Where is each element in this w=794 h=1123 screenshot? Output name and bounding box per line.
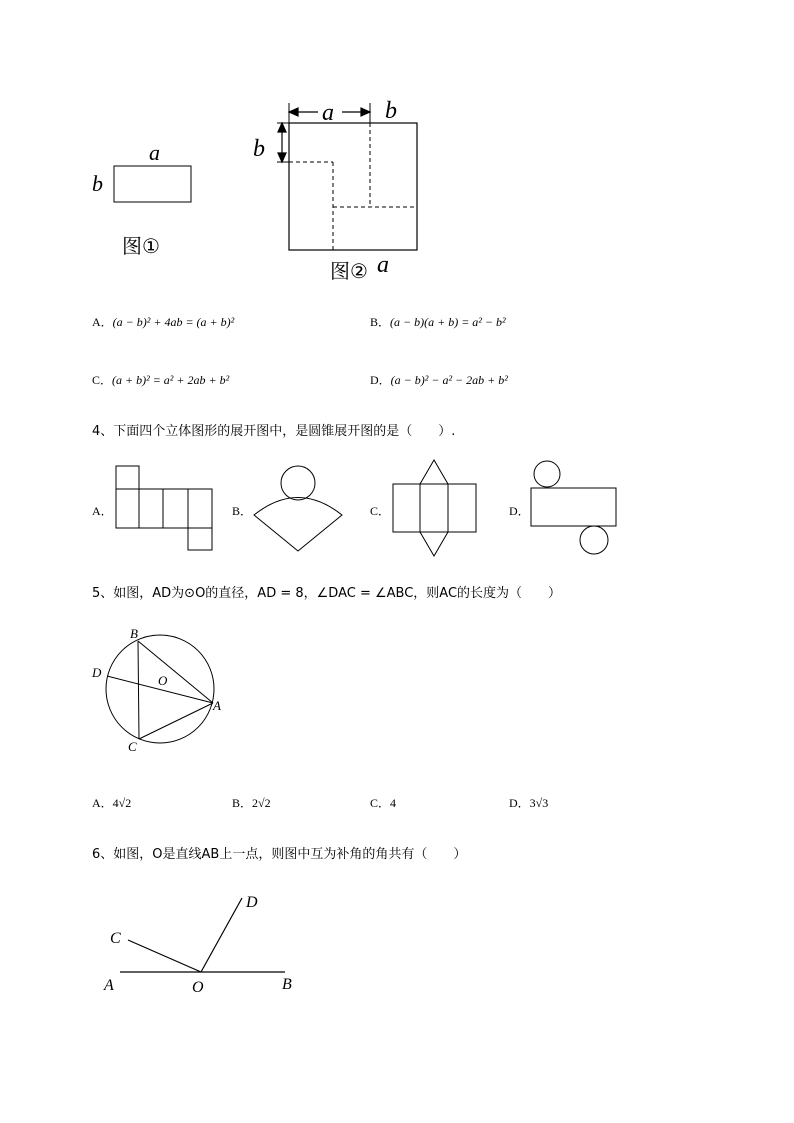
q6-figure (95, 885, 305, 1000)
q3-figures (0, 90, 460, 290)
option-expression: (a − b)(a + b) = a² − b² (390, 315, 506, 329)
fig2-label-b-left: b (253, 136, 265, 162)
q5-option-b[interactable] (232, 794, 271, 811)
fig1-label-a: a (149, 140, 160, 165)
q4-option-a-label[interactable]: A． (92, 504, 113, 518)
q4-net-a (116, 466, 212, 550)
option-letter: C． (92, 373, 113, 387)
q6-ray-oc (128, 940, 201, 972)
q5-label-o: O (158, 673, 168, 688)
q4-net-d (531, 461, 616, 554)
fig2-dashed-lines (289, 123, 417, 250)
q4-net-c (393, 460, 476, 556)
fig2-label-b-top: b (385, 98, 397, 124)
q4-figures (0, 455, 640, 560)
q5-label-b: B (130, 626, 138, 641)
q3-option-b[interactable] (370, 313, 506, 330)
q6-text: 6、如图，O是直线AB上一点，则图中互为补角的角共有（ ） (92, 847, 467, 862)
fig2-square (289, 123, 417, 250)
q5-option-c[interactable] (370, 794, 396, 811)
fig1-caption: 图① (122, 234, 160, 258)
option-expression: (a − b)² + 4ab = (a + b)² (112, 315, 235, 329)
q4-text: 4、下面四个立体图形的展开图中，是圆锥展开图的是（ ）. (92, 424, 456, 439)
option-letter: A． (92, 315, 113, 329)
option-value: 4√2 (112, 796, 132, 810)
q4-net-b (254, 466, 342, 551)
option-value: 3√3 (529, 796, 549, 810)
option-value: 2√2 (252, 796, 271, 810)
option-letter: B． (370, 315, 391, 329)
option-letter: D． (370, 373, 391, 387)
option-letter: C． (370, 796, 391, 810)
fig2-b-arrow (277, 123, 289, 162)
q6-label-d: D (246, 894, 258, 911)
fig1-label-b: b (92, 171, 103, 196)
fig2-label-a-top: a (322, 100, 334, 126)
q3-option-c[interactable] (92, 371, 229, 388)
q6-ray-od (201, 898, 242, 972)
q5-figure (85, 620, 235, 760)
fig1-rectangle (114, 166, 191, 202)
q5-text: 5、如图，AD为⊙O的直径，AD = 8，∠DAC = ∠ABC，则AC的长度为（ ） (92, 586, 562, 601)
q5-option-a[interactable] (92, 794, 131, 811)
q3-option-d[interactable] (370, 371, 508, 388)
fig2-label-a-bottom: a (377, 252, 389, 278)
option-letter: A． (92, 796, 113, 810)
option-expression: (a − b)² − a² − 2ab + b² (390, 373, 508, 387)
option-letter: B． (232, 796, 253, 810)
q4-option-d-label[interactable]: D． (509, 504, 530, 518)
q4-option-b-label[interactable]: B． (232, 504, 253, 518)
q3-option-a[interactable] (92, 313, 234, 330)
q5-option-d[interactable] (509, 794, 548, 811)
option-expression: (a + b)² = a² + 2ab + b² (112, 373, 230, 387)
option-letter: D． (509, 796, 530, 810)
q6-label-b: B (282, 976, 292, 993)
q5-label-a: A (213, 698, 221, 713)
q5-label-c: C (128, 739, 137, 754)
q6-label-c: C (110, 930, 121, 947)
fig2-caption: 图② (330, 259, 368, 283)
q5-label-d: D (92, 665, 102, 680)
option-value: 4 (390, 796, 397, 810)
q4-option-c-label[interactable]: C． (370, 504, 391, 518)
q6-label-o: O (192, 979, 204, 996)
q6-label-a: A (104, 977, 114, 994)
q5-chords (107, 641, 213, 739)
